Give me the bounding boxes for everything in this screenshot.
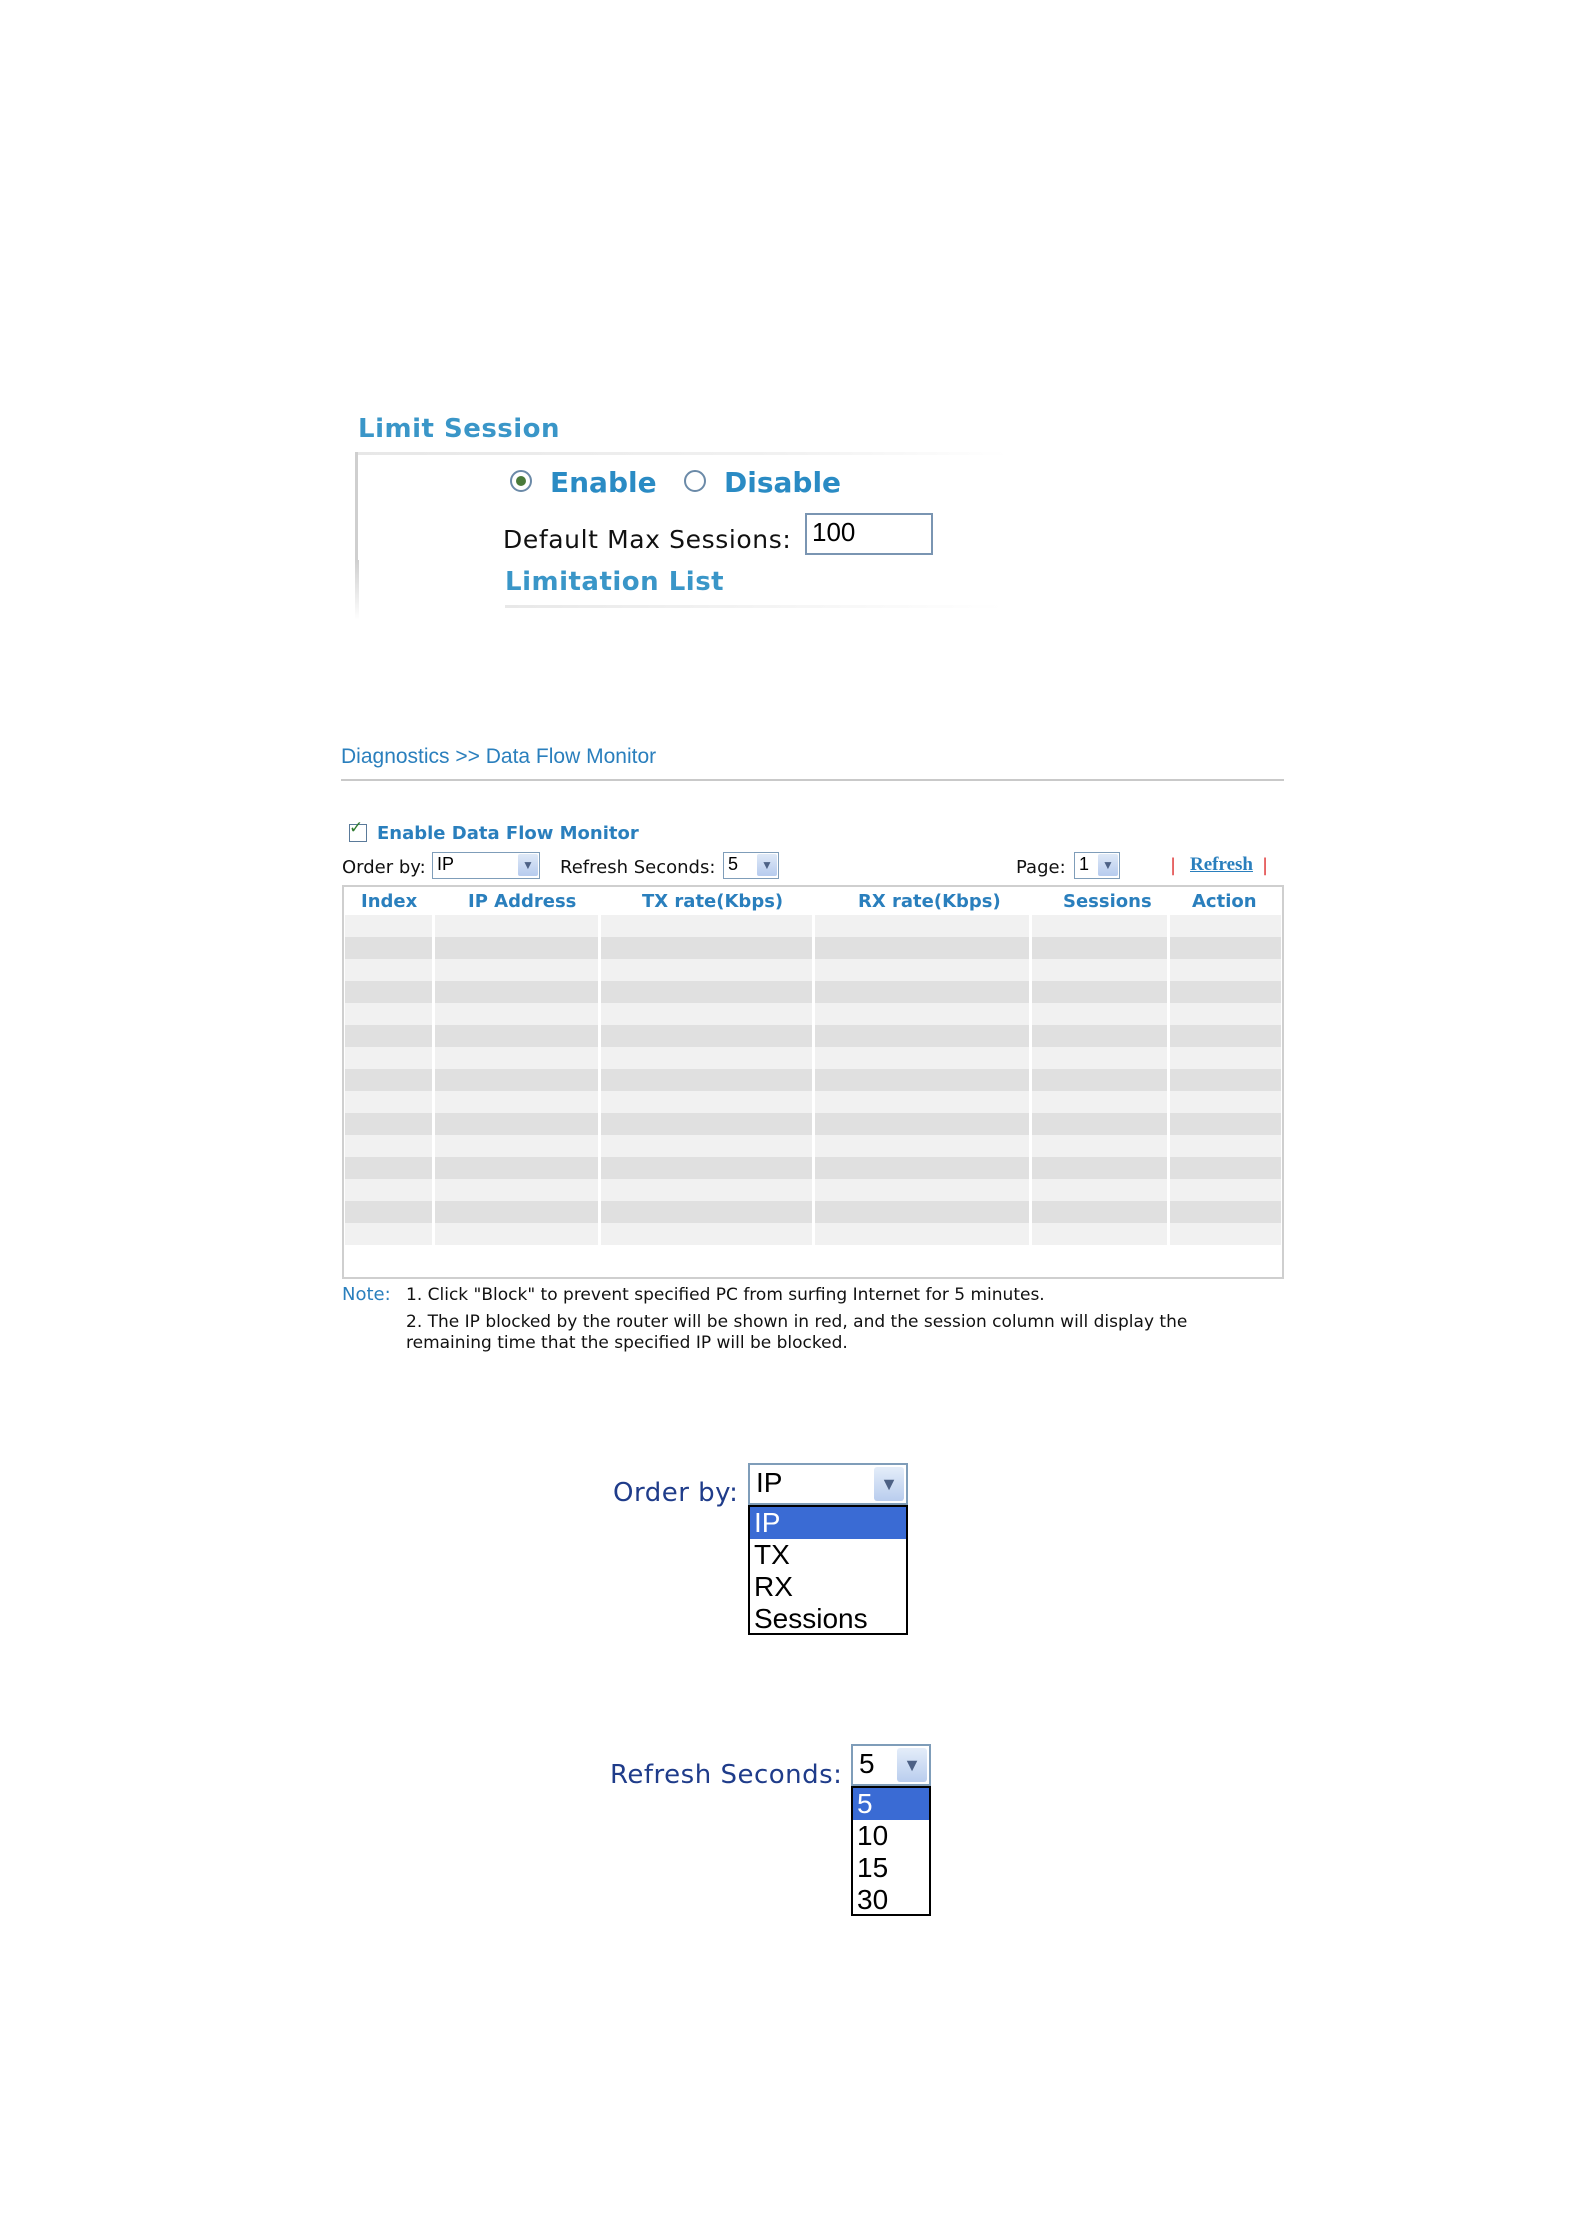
limitation-list-link[interactable]: Limitation List <box>505 567 725 597</box>
refresh-seconds-label: Refresh Seconds: <box>560 857 716 878</box>
chevron-down-icon[interactable]: ▼ <box>757 854 777 876</box>
order-by-select[interactable] <box>432 852 540 879</box>
disable-radio[interactable] <box>684 470 706 492</box>
order-by-option-ip[interactable]: IP <box>750 1507 906 1539</box>
refresh-seconds-select[interactable] <box>723 852 779 879</box>
refresh-options-list <box>851 1786 931 1916</box>
page-value: 1 <box>1079 854 1090 874</box>
limit-session-title: Limit Session <box>358 414 561 444</box>
column-separator <box>1167 915 1170 1273</box>
refresh-option-15[interactable]: 15 <box>857 1852 889 1883</box>
refresh-dropdown-value: 5 <box>859 1748 875 1779</box>
note-line-3: remaining time that the specified IP will be blocked. <box>406 1333 848 1353</box>
chevron-down-icon[interactable]: ▼ <box>1098 854 1118 876</box>
order-by-label: Order by: <box>342 857 426 878</box>
column-header-index[interactable]: Index <box>361 891 418 912</box>
column-separator <box>432 915 435 1273</box>
enable-monitor-label[interactable]: Enable Data Flow Monitor <box>377 823 639 844</box>
order-by-option-rx[interactable]: RX <box>754 1571 793 1602</box>
default-max-sessions-label: Default Max Sessions: <box>503 525 792 554</box>
column-header-ip-address[interactable]: IP Address <box>468 891 577 912</box>
refresh-dropdown-select[interactable] <box>851 1744 931 1786</box>
breadcrumb: Diagnostics >> Data Flow Monitor <box>341 745 657 768</box>
refresh-option-10[interactable]: 10 <box>857 1820 889 1851</box>
column-header-action[interactable]: Action <box>1192 891 1257 912</box>
order-by-dropdown-label: Order by: <box>613 1478 739 1508</box>
default-max-sessions-input[interactable]: 100 <box>805 513 933 555</box>
refresh-link[interactable]: Refresh <box>1190 854 1253 875</box>
note-line-2: 2. The IP blocked by the router will be shown in red, and the session column will display the <box>406 1312 1188 1332</box>
note-line-1: 1. Click "Block" to prevent specified PC from surfing Internet for 5 minutes. <box>406 1285 1045 1305</box>
order-by-option-tx[interactable]: TX <box>754 1539 790 1570</box>
column-header-rx-rate[interactable]: RX rate(Kbps) <box>858 891 1001 912</box>
column-separator <box>812 915 815 1273</box>
limitation-list-divider <box>505 605 1005 608</box>
column-header-tx-rate[interactable]: TX rate(Kbps) <box>642 891 784 912</box>
chevron-down-icon[interactable]: ▼ <box>874 1467 904 1501</box>
order-by-option-sessions[interactable]: Sessions <box>754 1603 868 1634</box>
refresh-option-5[interactable]: 5 <box>853 1788 929 1820</box>
limit-session-frame-fade <box>355 560 359 620</box>
pipe-separator: | <box>1262 855 1269 876</box>
order-by-options-list <box>748 1505 908 1635</box>
chevron-down-icon[interactable]: ▼ <box>897 1748 927 1782</box>
breadcrumb-divider <box>341 779 1284 781</box>
order-by-value: IP <box>437 854 455 874</box>
column-header-sessions[interactable]: Sessions <box>1063 891 1152 912</box>
checkmark-icon: ✓ <box>349 818 364 838</box>
enable-radio[interactable] <box>510 470 532 492</box>
note-label: Note: <box>342 1284 391 1305</box>
refresh-option-30[interactable]: 30 <box>857 1884 889 1915</box>
order-by-dropdown-value: IP <box>756 1467 783 1498</box>
page-label: Page: <box>1016 857 1066 878</box>
chevron-down-icon[interactable]: ▼ <box>518 854 538 876</box>
disable-radio-label[interactable]: Disable <box>724 466 842 499</box>
order-by-dropdown-select[interactable] <box>748 1463 908 1505</box>
column-separator <box>598 915 601 1273</box>
pipe-separator: | <box>1170 855 1177 876</box>
enable-radio-label[interactable]: Enable <box>550 466 657 499</box>
page-select[interactable] <box>1074 852 1120 879</box>
refresh-seconds-value: 5 <box>728 854 739 874</box>
column-separator <box>1029 915 1032 1273</box>
refresh-dropdown-label: Refresh Seconds: <box>610 1760 843 1790</box>
